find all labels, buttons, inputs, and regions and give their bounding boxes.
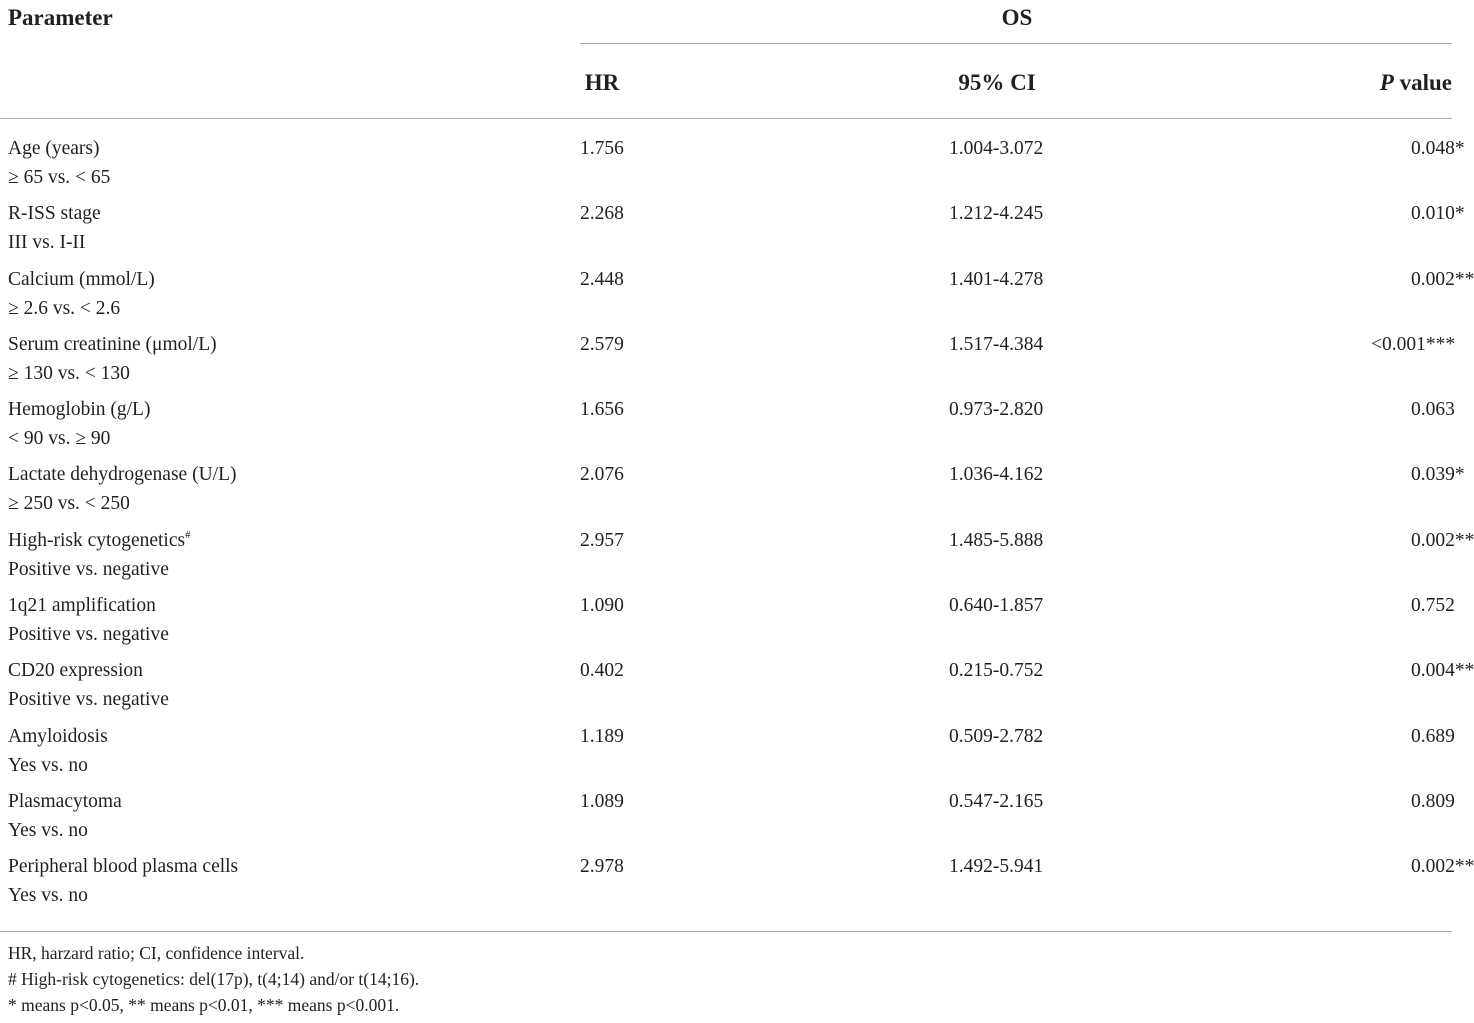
table-row [0,330,1460,395]
cell-hr: 1.656 [580,399,624,421]
cell-ci: 1.036-4.162 [949,464,1044,486]
table-body [0,134,1474,918]
table-row [0,395,1460,460]
cell-hr: 2.268 [580,203,624,225]
table-row [0,852,1474,917]
parameter-comparison: Yes vs. no [8,819,88,841]
cell-hr: 2.076 [580,464,624,486]
table-footnotes [8,940,419,1018]
row-parameter [8,787,122,845]
cell-hr: 2.448 [580,268,624,290]
parameter-name-text: Peripheral blood plasma cells [8,856,239,878]
row-parameter [8,722,108,780]
p-value-text: 0.010* [1411,203,1465,225]
row-parameter [8,852,238,910]
parameter-comparison: Yes vs. no [8,754,88,776]
parameter-comparison: Yes vs. no [8,885,88,907]
parameter-name [8,265,155,294]
p-value-text: 0.002** [1411,529,1474,551]
parameter-name [8,656,169,685]
p-value-text: 0.004** [1411,660,1474,682]
parameter-name [8,591,169,620]
row-parameter [8,330,217,388]
parameter-comparison: ≥ 2.6 vs. < 2.6 [8,297,121,319]
cell-hr: 2.978 [580,856,624,878]
parameter-name [8,722,108,751]
cell-hr: 1.756 [580,138,624,159]
p-value-text: 0.048* [1411,138,1465,159]
header-ci: 95% CI [958,70,1036,95]
p-value-text: 0.689 [1411,725,1455,747]
table-row [0,265,1474,330]
parameter-name [8,395,150,424]
header-p-italic: P [1379,70,1394,95]
p-value-text: <0.001*** [1371,333,1456,355]
header-hr: HR [584,70,620,95]
parameter-comparison: < 90 vs. ≥ 90 [8,428,111,450]
p-value-text: 0.002** [1411,268,1474,290]
cell-ci: 1.401-4.278 [949,268,1044,290]
header-p-value [1380,69,1452,97]
table-row [0,656,1474,721]
parameter-name-text: Amyloidosis [8,725,108,747]
parameter-comparison: ≥ 65 vs. < 65 [8,167,111,188]
p-value-text: 0.002** [1411,856,1474,878]
cell-ci: 1.004-3.072 [949,138,1044,159]
header-divider [0,118,1452,119]
p-value-text: 0.063 [1411,399,1455,421]
table-row [0,787,1460,852]
parameter-comparison: III vs. I-II [8,232,86,254]
row-parameter [8,134,110,192]
cell-ci: 0.215-0.752 [949,660,1044,682]
footer-divider [0,931,1452,932]
cell-hr: 2.579 [580,333,624,355]
table-row [0,460,1465,525]
cell-ci: 0.509-2.782 [949,725,1044,747]
parameter-name-text: Plasmacytoma [8,790,122,812]
row-parameter [8,526,191,584]
parameter-comparison: Positive vs. negative [8,558,169,580]
parameter-name [8,460,236,489]
parameter-name-text: CD20 expression [8,660,143,682]
parameter-comparison: Positive vs. negative [8,689,169,711]
row-parameter [8,656,169,714]
parameter-name [8,134,110,163]
row-parameter [8,265,155,323]
table-row [0,591,1460,656]
row-parameter [8,199,101,257]
p-value-text: 0.752 [1411,595,1455,617]
cell-ci: 0.547-2.165 [949,790,1044,812]
row-parameter [8,591,169,649]
header-p-rest: value [1393,70,1452,95]
parameter-name-text: Serum creatinine (μmol/L) [8,333,217,355]
table-row [0,199,1465,264]
parameter-comparison: ≥ 130 vs. < 130 [8,362,130,384]
parameter-name-text: Calcium (mmol/L) [8,268,155,290]
parameter-name-text: Age (years) [8,138,100,159]
parameter-name-text: Lactate dehydrogenase (U/L) [8,464,237,486]
parameter-footnote-marker: # [185,528,191,541]
row-parameter [8,460,236,518]
parameter-name [8,330,217,359]
parameter-name-text: Hemoglobin (g/L) [8,399,151,421]
parameter-name [8,199,101,228]
footnote-abbreviations: HR, harzard ratio; CI, confidence interval. [8,943,305,963]
parameter-name [8,526,191,555]
table-row [0,526,1474,591]
cell-hr: 2.957 [580,529,624,551]
table-row [0,722,1460,787]
header-parameter: Parameter [8,5,113,30]
cell-hr: 1.090 [580,595,624,617]
cell-hr: 0.402 [580,660,624,682]
cell-hr: 1.189 [580,725,624,747]
cell-ci: 0.640-1.857 [949,595,1044,617]
cell-hr: 1.089 [580,790,624,812]
table-row [0,134,1465,199]
header-os-group: OS [1001,5,1033,30]
p-value-text: 0.809 [1411,790,1455,812]
row-parameter [8,395,150,453]
cell-ci: 1.212-4.245 [949,203,1044,225]
cell-ci: 1.485-5.888 [949,529,1044,551]
parameter-comparison: ≥ 250 vs. < 250 [8,493,130,515]
parameter-name-text: 1q21 amplification [8,595,156,617]
parameter-name-text: High-risk cytogenetics [8,529,186,551]
parameter-name [8,787,122,816]
footnote-cytogenetics: # High-risk cytogenetics: del(17p), t(4;14) and/or t(14;16). [8,969,420,989]
parameter-name [8,852,238,881]
cell-ci: 1.492-5.941 [949,856,1044,878]
p-value-text: 0.039* [1411,464,1465,486]
footnote-significance: * means p<0.05, ** means p<0.01, *** means p<0.001. [8,995,400,1015]
parameter-name-text: R-ISS stage [8,203,101,225]
os-group-divider [580,43,1452,44]
cell-ci: 0.973-2.820 [949,399,1044,421]
cell-ci: 1.517-4.384 [949,333,1044,355]
parameter-comparison: Positive vs. negative [8,624,169,646]
